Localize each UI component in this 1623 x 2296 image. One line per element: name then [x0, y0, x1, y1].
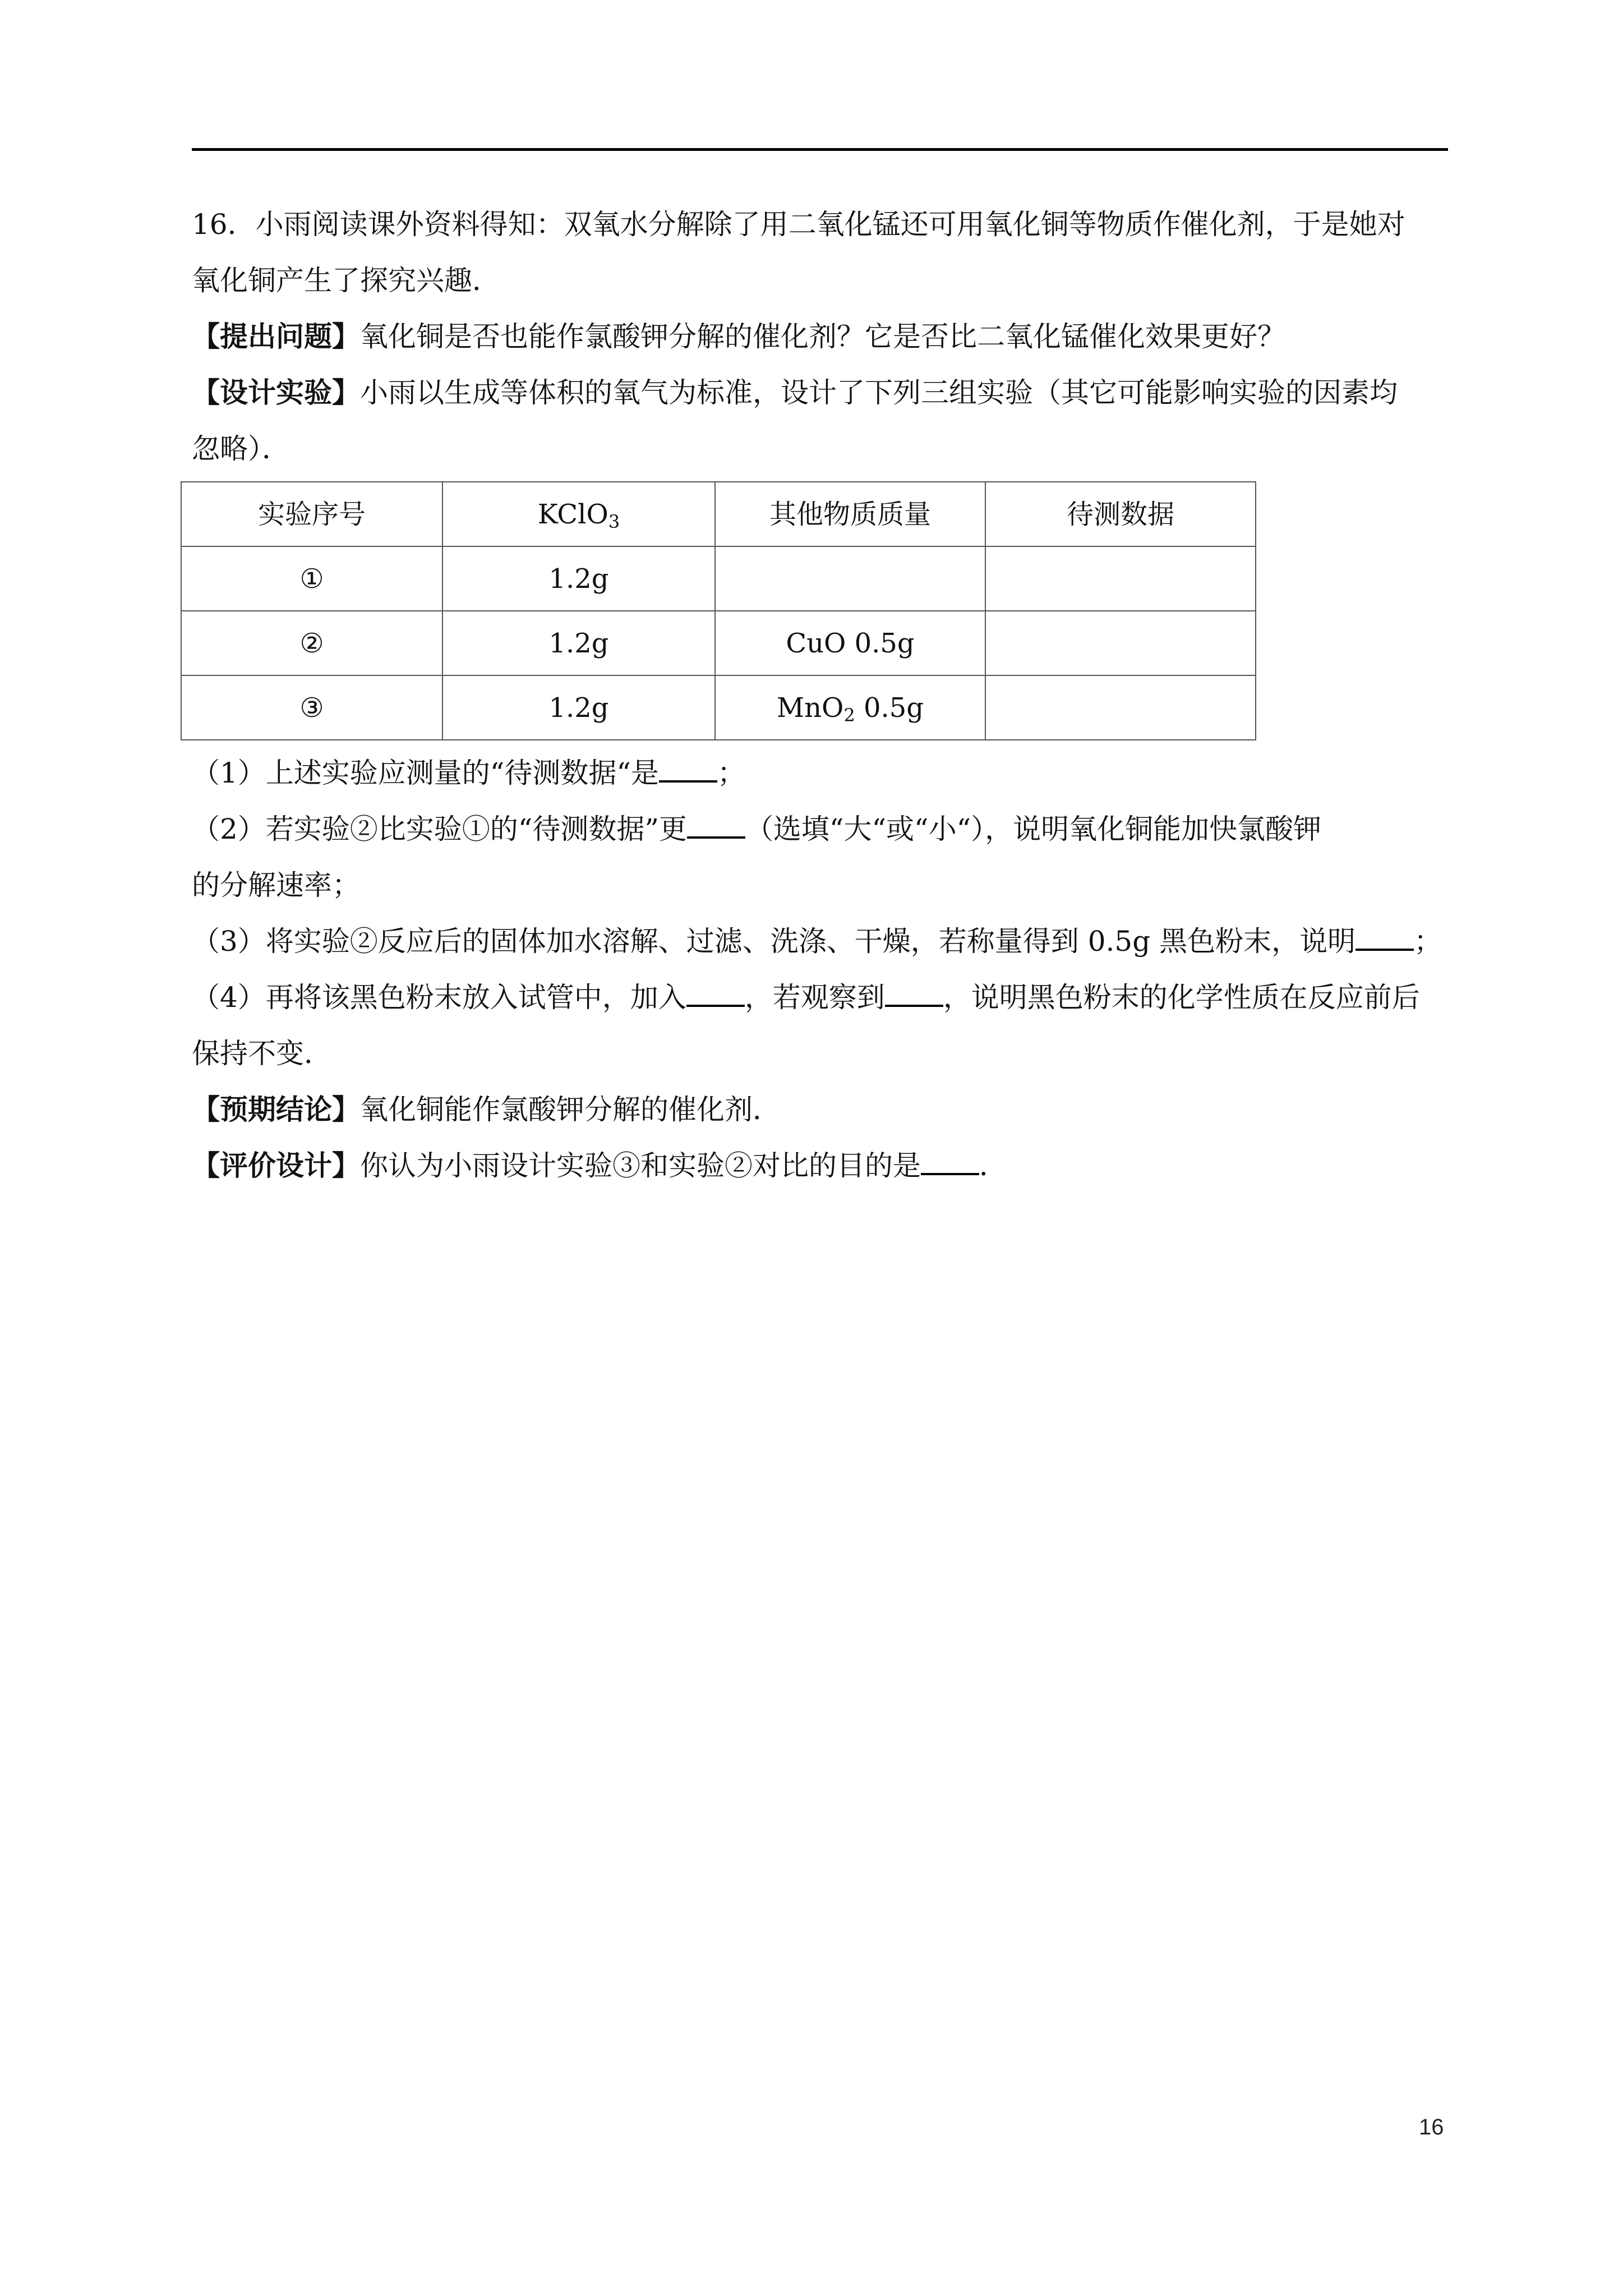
question-1: （1）上述实验应测量的“待测数据“是 ； — [192, 757, 745, 789]
question-2-continued: 的分解速率； — [192, 869, 360, 901]
question-4: （4）再将该黑色粉末放入试管中，加入 ，若观察到 ，说明黑色粉末的化学性质在反应前后 — [192, 981, 1420, 1014]
answer-blank[interactable] — [686, 1005, 745, 1007]
problem-content — [192, 196, 1448, 1194]
row-kclo3: 1.2g — [442, 546, 715, 611]
row-data — [985, 675, 1256, 740]
table-row — [181, 546, 1256, 611]
row-kclo3: 1.2g — [442, 675, 715, 740]
question-4-continued: 保持不变． — [192, 1037, 332, 1070]
header-cell-data: 待测数据 — [985, 482, 1256, 546]
header-cell-id: 实验序号 — [181, 482, 442, 546]
answer-blank[interactable] — [885, 1005, 943, 1007]
problem-intro-line-1: 16．小雨阅读课外资料得知：双氧水分解除了用二氧化锰还可用氧化铜等物质作催化剂，于是她对 — [192, 208, 1405, 241]
answer-blank[interactable] — [1355, 949, 1414, 951]
row-id: ③ — [181, 675, 442, 740]
table-row — [181, 675, 1256, 740]
header-cell-kclo3: KClO$_3$ — [442, 482, 715, 546]
conclusion-text: 氧化铜能作氯酸钾分解的催化剂． — [360, 1093, 781, 1126]
conclusion-label: 【预期结论】 — [192, 1093, 360, 1126]
header-rule — [192, 148, 1448, 151]
answer-blank[interactable] — [921, 1173, 979, 1175]
page-number: 16 — [1419, 2115, 1444, 2139]
row-data — [985, 546, 1256, 611]
question-text: 氧化铜是否也能作氯酸钾分解的催化剂？它是否比二氧化锰催化效果更好？ — [360, 320, 1285, 353]
design-text: 小雨以生成等体积的氧气为标准，设计了下列三组实验（其它可能影响实验的因素均 — [360, 376, 1398, 409]
question-2: （2）若实验②比实验①的“待测数据”更 （选填“大“或“小“），说明氧化铜能加快氯酸钾 — [192, 813, 1322, 845]
evaluation-section: 【评价设计】你认为小雨设计实验③和实验②对比的目的是 ． — [192, 1149, 1007, 1182]
table-header-row — [181, 482, 1256, 546]
row-data — [985, 611, 1256, 675]
row-other: MnO$_2$ 0.5g — [715, 675, 985, 740]
header-cell-other: 其他物质质量 — [715, 482, 985, 546]
experiment-table — [181, 481, 1256, 740]
answer-blank[interactable] — [659, 780, 717, 783]
row-other — [715, 546, 985, 611]
row-id: ② — [181, 611, 442, 675]
question-label: 【提出问题】 — [192, 320, 360, 353]
answer-blank[interactable] — [687, 836, 745, 839]
conclusion-section — [192, 1082, 1448, 1138]
problem-intro-line-2: 氧化铜产生了探究兴趣． — [192, 264, 500, 297]
design-section — [192, 365, 1448, 421]
row-id: ① — [181, 546, 442, 611]
question-section — [192, 309, 1448, 365]
row-kclo3: 1.2g — [442, 611, 715, 675]
question-3: （3）将实验②反应后的固体加水溶解、过滤、洗涤、干燥，若称量得到 0.5g 黑色粉末，说明 ； — [192, 925, 1442, 958]
design-text-continued: 忽略）． — [192, 432, 290, 465]
table-row — [181, 611, 1256, 675]
design-label: 【设计实验】 — [192, 376, 360, 409]
row-other: CuO 0.5g — [715, 611, 985, 675]
evaluation-label: 【评价设计】 — [192, 1149, 360, 1182]
